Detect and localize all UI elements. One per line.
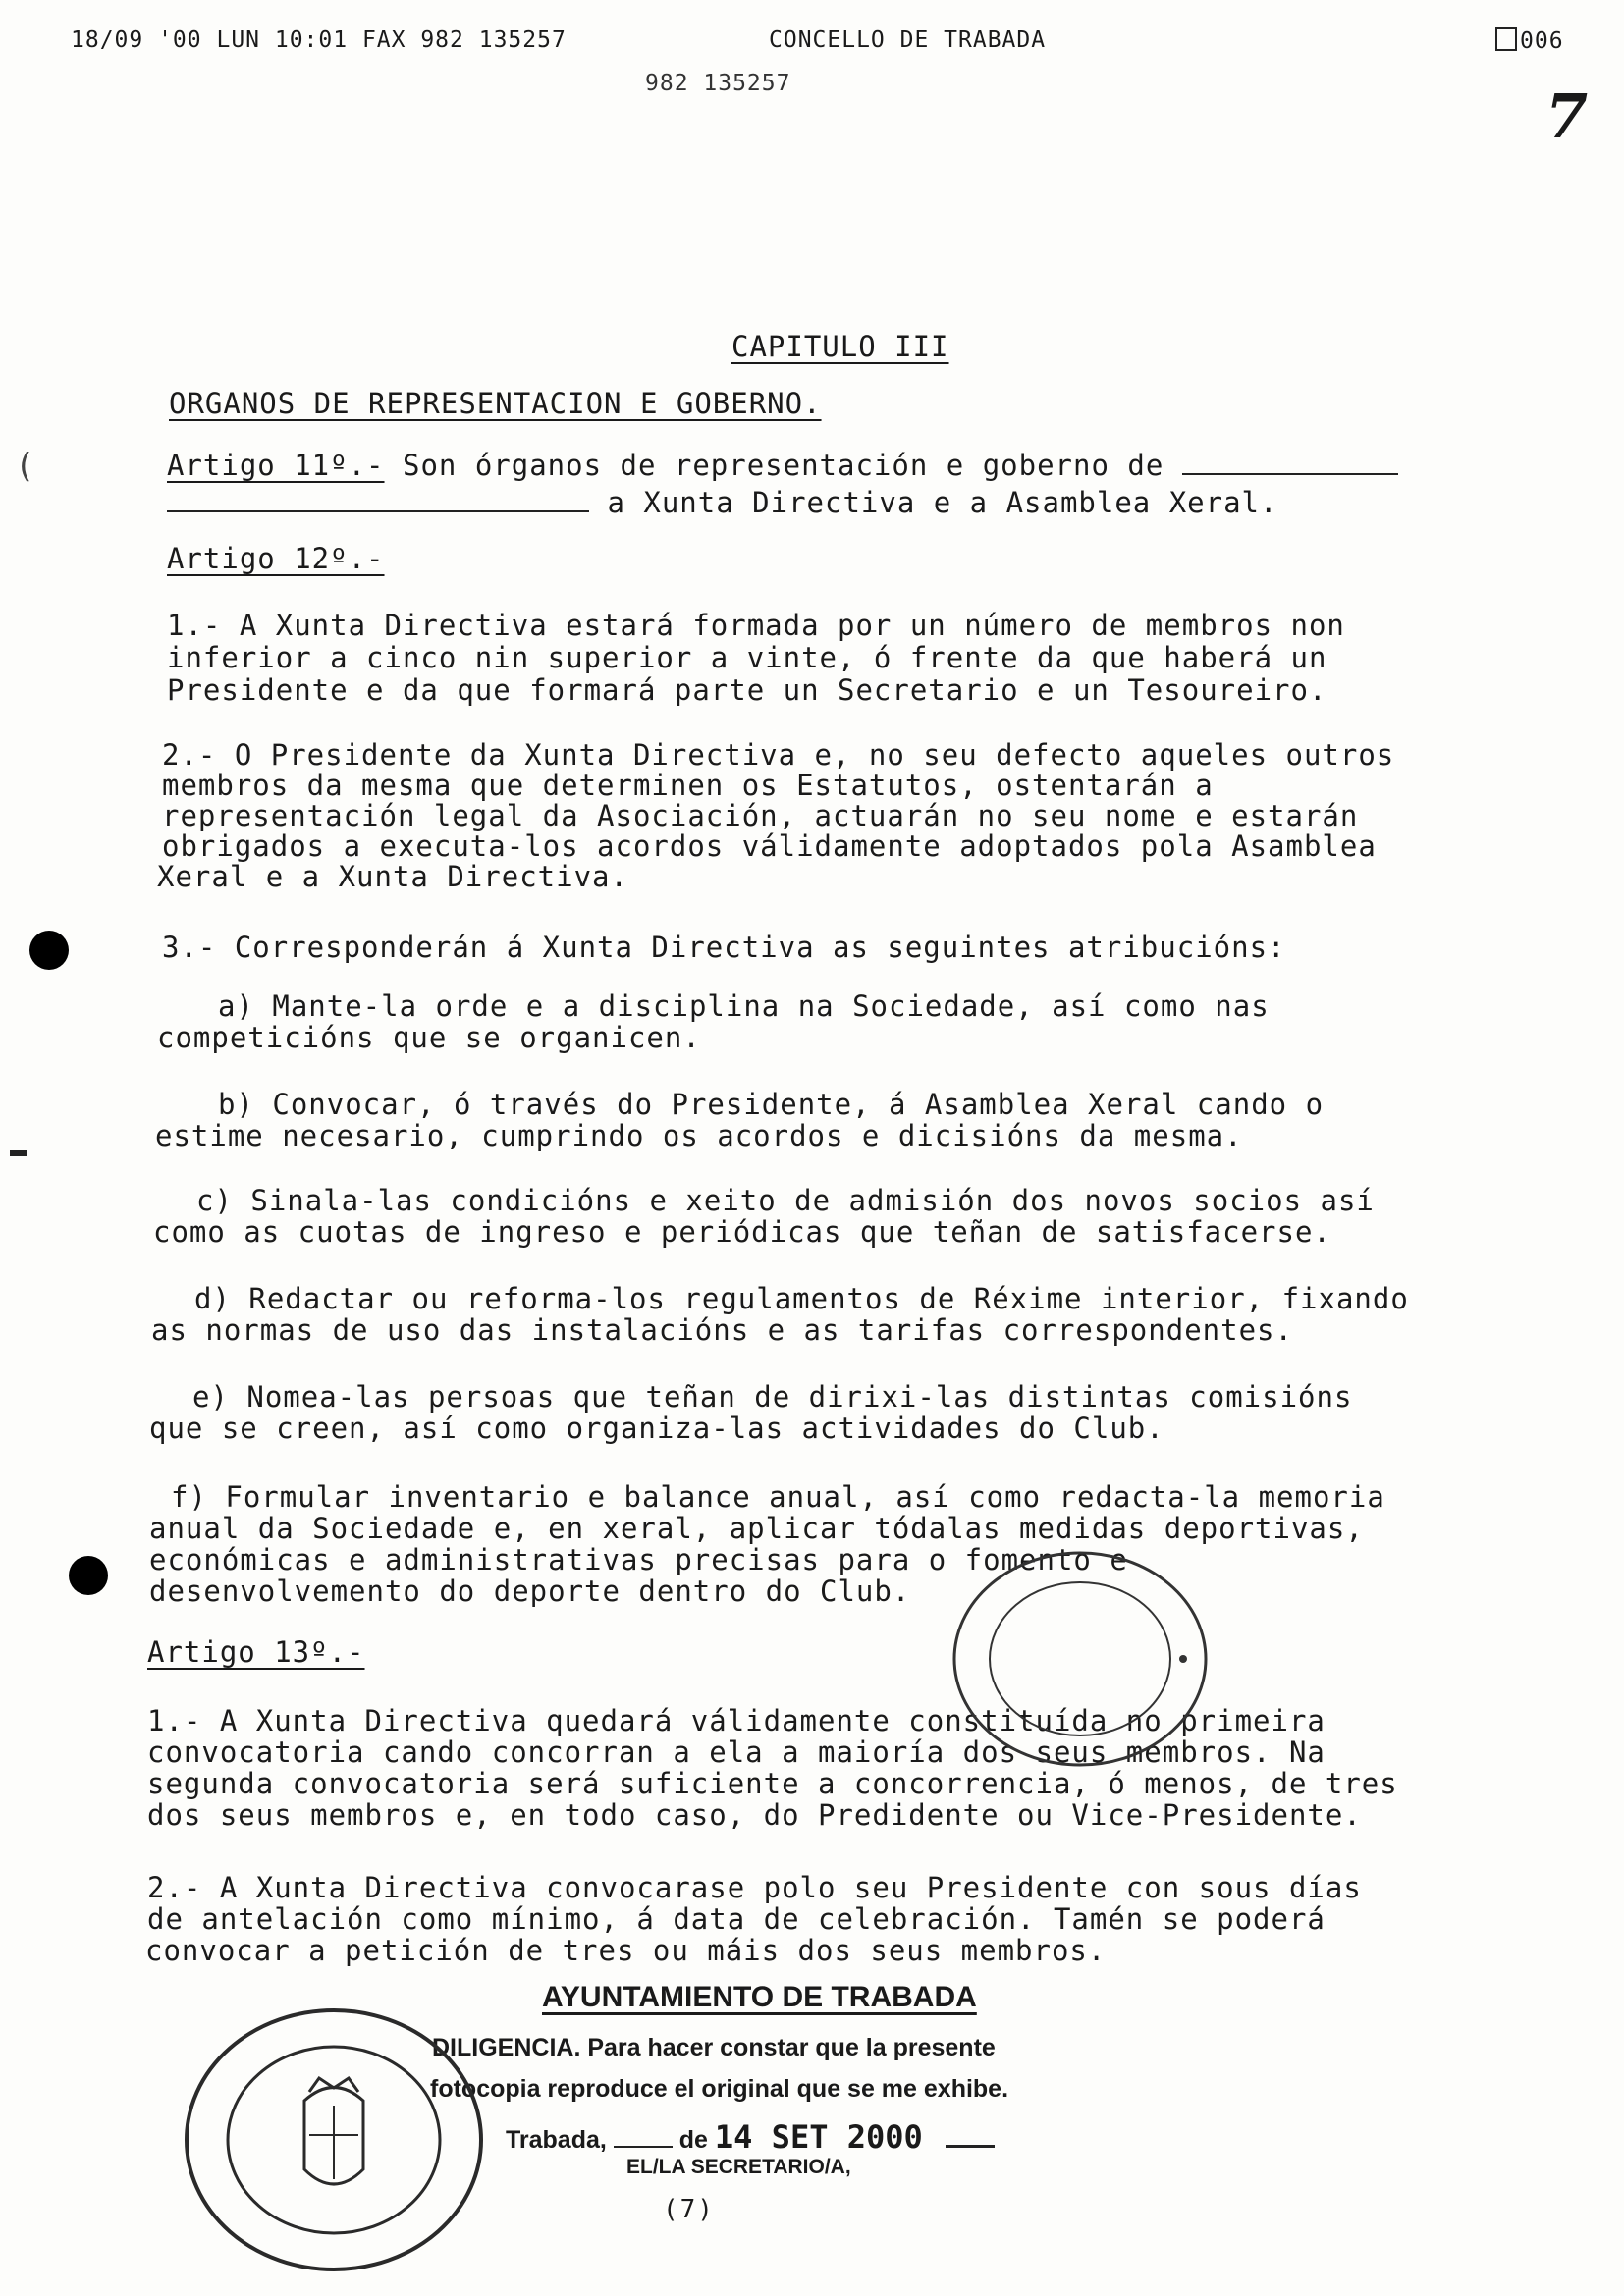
art12-item-d: d) Redactar ou reforma-los regulamentos de Réxime interior, fixando — [194, 1282, 1409, 1315]
art12-p1-line: Presidente e da que formará parte un Secretario e un Tesoureiro. — [167, 673, 1327, 707]
punch-hole — [69, 1556, 108, 1595]
edge-mark: ( — [15, 447, 35, 486]
art11-line1 — [167, 449, 1398, 482]
fax-header-center: CONCELLO DE TRABADA — [769, 27, 1047, 53]
art12-p1-line: 1.- A Xunta Directiva estará formada por un número de membros non — [167, 609, 1345, 642]
art12-p2-line: Xeral e a Xunta Directiva. — [157, 860, 628, 893]
diligence-line1: DILIGENCIA. Para hacer constar que la presente — [432, 2034, 996, 2061]
art13-p2-line: convocar a petición de tres ou máis dos seus membros. — [145, 1934, 1107, 1967]
diligence-date-line — [506, 2118, 995, 2156]
date-stamp: 14 SET 2000 — [714, 2118, 923, 2156]
art12-item-f: anual da Sociedade e, en xeral, aplicar tódalas medidas deportivas, — [149, 1512, 1364, 1545]
diligence-line2: fotocopia reproduce el original que se me exhibe. — [430, 2075, 1009, 2103]
art12-p2-line: representación legal da Asociación, actuarán no seu nome e estarán — [162, 799, 1359, 832]
xunta-stamp — [938, 1541, 1232, 1777]
punch-hole — [29, 931, 69, 970]
fax-header-left: 18/09 '00 LUN 10:01 FAX 982 135257 — [71, 27, 567, 53]
art12-p2-line: membros da mesma que determinen os Estatutos, ostentarán a — [162, 769, 1214, 802]
fax-number: 982 135257 — [645, 71, 791, 96]
handwritten-page-number: 7 — [1545, 80, 1589, 152]
art11-text1: Son órganos de representación e goberno de — [402, 449, 1164, 482]
diligence-place: Trabada, — [506, 2126, 607, 2154]
art12-item-b: estime necesario, cumprindo os acordos e dicisións da mesma. — [155, 1119, 1243, 1152]
art12-p3: 3.- Corresponderán á Xunta Directiva as seguintes atribucións: — [162, 931, 1286, 964]
art12-item-e: que se creen, así como organiza-las actividades do Club. — [149, 1412, 1164, 1445]
chapter-title: CAPITULO III — [731, 330, 949, 363]
art12-item-f: f) Formular inventario e balance anual, así como redacta-la memoria — [171, 1480, 1385, 1514]
edge-mark — [10, 1150, 27, 1156]
signature-label: EL/LA SECRETARIO/A, — [626, 2156, 851, 2178]
art12-heading: Artigo 12º.- — [167, 542, 385, 575]
fax-page-number: 006 — [1495, 27, 1564, 54]
diligence-de: de — [678, 2126, 708, 2154]
art12-p1-line: inferior a cinco nin superior a vinte, ó frente da que haberá un — [167, 641, 1327, 674]
art11-text2: a Xunta Directiva e a Asamblea Xeral. — [607, 486, 1278, 519]
art11-line2 — [167, 486, 1277, 519]
art12-item-f: económicas e administrativas precisas para o fomento e — [149, 1543, 1128, 1576]
art13-heading: Artigo 13º.- — [147, 1635, 365, 1669]
art13-p1-line: 1.- A Xunta Directiva quedará válidamente constituída no primeira — [147, 1704, 1326, 1737]
art12-item-c: como as cuotas de ingreso e periódicas que teñan de satisfacerse. — [153, 1215, 1331, 1249]
art12-item-d: as normas de uso das instalacións e as tarifas correspondentes. — [151, 1313, 1293, 1347]
art11-heading: Artigo 11º.- — [167, 449, 385, 482]
art13-p2-line: de antelación como mínimo, á data de celebración. Tamén se poderá — [147, 1902, 1326, 1936]
concello-stamp — [172, 1998, 496, 2282]
art13-p1-line: convocatoria cando concorran a ela a maioría dos seus membros. Na — [147, 1735, 1326, 1769]
blank-line — [946, 2145, 995, 2148]
art12-item-f: desenvolvemento do deporte dentro do Club. — [149, 1575, 911, 1608]
art12-item-a: competicións que se organicen. — [157, 1021, 701, 1054]
diligence-title: AYUNTAMIENTO DE TRABADA — [542, 1981, 977, 2013]
art13-p1-line: dos seus membros e, en todo caso, do Predidente ou Vice-Presidente. — [147, 1798, 1362, 1832]
page-footer: (7) — [663, 2195, 715, 2224]
art13-p2-line: 2.- A Xunta Directiva convocarase polo seu Presidente con sous días — [147, 1871, 1362, 1904]
blank-line — [614, 2146, 673, 2148]
art12-p2-line: 2.- O Presidente da Xunta Directiva e, no seu defecto aqueles outros — [162, 738, 1395, 772]
fax-check-icon — [1495, 27, 1517, 51]
blank-line — [167, 489, 589, 512]
chapter-subtitle: ORGANOS DE REPRESENTACION E GOBERNO. — [169, 387, 822, 420]
art12-p2-line: obrigados a executa-los acordos válidamente adoptados pola Asamblea — [162, 829, 1377, 863]
blank-line — [1182, 452, 1398, 475]
art12-item-b: b) Convocar, ó través do Presidente, á Asamblea Xeral cando o — [218, 1088, 1325, 1121]
art12-item-c: c) Sinala-las condicións e xeito de admisión dos novos socios así — [196, 1184, 1375, 1217]
art13-p1-line: segunda convocatoria será suficiente a concorrencia, ó menos, de tres — [147, 1767, 1398, 1800]
art12-item-a: a) Mante-la orde e a disciplina na Sociedade, así como nas — [218, 989, 1270, 1023]
art12-item-e: e) Nomea-las persoas que teñan de dirixi-las distintas comisións — [192, 1380, 1353, 1414]
